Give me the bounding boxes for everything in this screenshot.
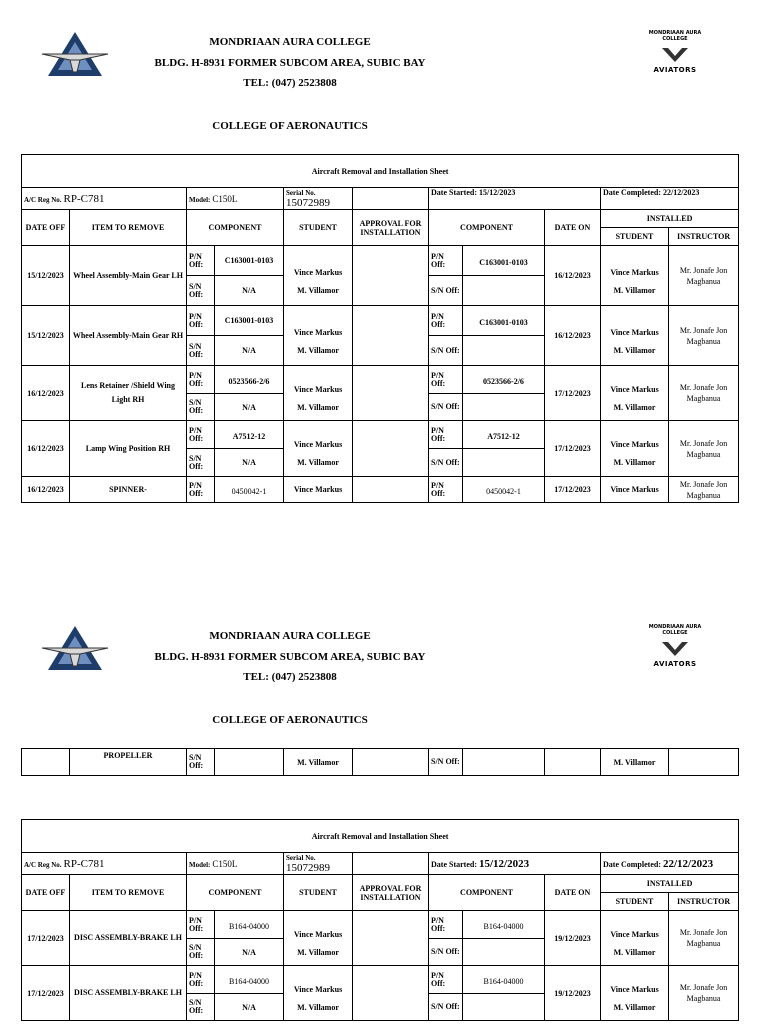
aviators-logo: MONDRIAAN AURA COLLEGE AVIATORS <box>648 30 702 74</box>
col-item: ITEM TO REMOVE <box>70 210 187 246</box>
sheet-title: Aircraft Removal and Installation Sheet <box>22 820 739 853</box>
col-component: COMPONENT <box>187 875 284 911</box>
col-installed-instructor: INSTRUCTOR <box>669 228 739 246</box>
table-row: 16/12/2023 Lamp Wing Position RH P/N Off: A7512-12 Vince Markus M. Villamor P/N Off: A7512-12 17/12/2023 Vince Markus M. Villamor Mr. Jonafe Jon Magbanua <box>22 421 739 449</box>
date-completed-cell: Date Completed: 22/12/2023 <box>601 188 739 210</box>
aviators-logo: MONDRIAAN AURA COLLEGE AVIATORS <box>648 624 702 668</box>
continuation-row: PROPELLER S/N Off: M. Villamor S/N Off: M. Villamor <box>21 748 739 776</box>
removal-sheet-2: Aircraft Removal and Installation Sheet A/C Reg No. RP-C781 Model: C150L Serial No. 15072989 Date Started: 15/12/2023 Date Completed: 22/12/2023 DATE OFF ITEM TO REMOVE COMPONENT STUDENT APPROVAL FOR INSTALLATION COMPONENT DATE ON INSTALLED STUDENT INSTRUCTOR 17/12/2023 DISC ASSEMBLY-BRAKE LH P/N Off: B164-04000 Vince Markus M. Villamor P/N Off: B164-04000 19/12/2023 Vince Markus M. Villamor Mr. Jonafe Jon Magbanua S/N Off: N/A S/N Off: 17/12/2023 DISC ASSEMBLY-BRAKE LH P/N Off: B164-04000 Vince Markus M. Villamor P/N Off: B164-04000 19/12/2023 Vince Markus M. Villamor Mr. Jonafe Jon Magbanua S/N Off: N/A S/N Off: <box>21 819 739 1021</box>
reg-no-cell: A/C Reg No. RP-C781 <box>22 188 187 210</box>
serial-cell: Serial No. 15072989 <box>284 188 353 210</box>
date-started-cell: Date Started: 15/12/2023 <box>429 853 601 875</box>
college-address: BLDG. H-8931 FORMER SUBCOM AREA, SUBIC BAY <box>154 57 426 69</box>
table-row: 16/12/2023 Lens Retainer /Shield Wing Light RH P/N Off: 0523566-2/6 Vince Markus M. Villamor P/N Off: 0523566-2/6 17/12/2023 Vince Markus M. Villamor Mr. Jonafe Jon Magbanua <box>22 366 739 394</box>
college-tel: TEL: (047) 2523808 <box>243 77 337 89</box>
sheet-title: Aircraft Removal and Installation Sheet <box>22 155 739 188</box>
page-header-2 <box>0 624 768 754</box>
date-started-cell: Date Started: 15/12/2023 <box>429 188 601 210</box>
col-installed: INSTALLED <box>601 210 739 228</box>
table-row: 15/12/2023 Wheel Assembly-Main Gear LH P/N Off: C163001-0103 Vince Markus M. Villamor P/N Off: C163001-0103 16/12/2023 Vince Markus M. Villamor Mr. Jonafe Jon Magbanua <box>22 246 739 276</box>
col-installed-student: STUDENT <box>601 893 669 911</box>
col-date-on: DATE ON <box>545 875 601 911</box>
col-approval: APPROVAL FOR INSTALLATION <box>353 210 429 246</box>
col-component-2: COMPONENT <box>429 210 545 246</box>
page-header-1 <box>0 30 768 160</box>
college-logo-left <box>40 30 110 80</box>
col-installed: INSTALLED <box>601 875 739 893</box>
college-tel: TEL: (047) 2523808 <box>243 671 337 683</box>
col-student: STUDENT <box>284 210 353 246</box>
table-row: 15/12/2023 Wheel Assembly-Main Gear RH P/N Off: C163001-0103 Vince Markus M. Villamor P/N Off: C163001-0103 16/12/2023 Vince Markus M. Villamor Mr. Jonafe Jon Magbanua <box>22 306 739 336</box>
model-cell: Model: C150L <box>187 853 284 875</box>
date-completed-cell: Date Completed: 22/12/2023 <box>601 853 739 875</box>
table-row: 17/12/2023 DISC ASSEMBLY-BRAKE LH P/N Off: B164-04000 Vince Markus M. Villamor P/N Off: B164-04000 19/12/2023 Vince Markus M. Villamor Mr. Jonafe Jon Magbanua <box>22 911 739 939</box>
col-date-off: DATE OFF <box>22 210 70 246</box>
col-item: ITEM TO REMOVE <box>70 875 187 911</box>
col-installed-instructor: INSTRUCTOR <box>669 893 739 911</box>
col-date-on: DATE ON <box>545 210 601 246</box>
reg-no-cell: A/C Reg No. RP-C781 <box>22 853 187 875</box>
col-component: COMPONENT <box>187 210 284 246</box>
table-row: 17/12/2023 DISC ASSEMBLY-BRAKE LH P/N Off: B164-04000 Vince Markus M. Villamor P/N Off: B164-04000 19/12/2023 Vince Markus M. Villamor Mr. Jonafe Jon Magbanua <box>22 966 739 994</box>
college-logo-left <box>40 624 110 674</box>
college-department: COLLEGE OF AERONAUTICS <box>212 714 368 726</box>
col-installed-student: STUDENT <box>601 228 669 246</box>
col-date-off: DATE OFF <box>22 875 70 911</box>
college-name: MONDRIAAN AURA COLLEGE <box>209 630 371 642</box>
model-cell: Model: C150L <box>187 188 284 210</box>
removal-sheet-1: Aircraft Removal and Installation Sheet A/C Reg No. RP-C781 Model: C150L Serial No. 15072989 Date Started: 15/12/2023 Date Completed: 22/12/2023 DATE OFF ITEM TO REMOVE COMPONENT STUDENT APPROVAL FOR INSTALLATION COMPONENT DATE ON INSTALLED STUDENT INSTRUCTOR 15/12/2023 Wheel Assembly-Main Gear LH P/N Off: C163001-0103 Vince Markus M. Villamor P/N Off: C163001-0103 16/12/2023 Vince Markus M. Villamor Mr. Jonafe Jon Magbanua S/N Off: N/A S/N Off: 15/12/2023 Wheel Assembly-Main Gear RH P/N Off: C163001-0103 Vince Markus M. Villamor P/N Off: C163001-0103 16/12/2023 Vince Markus M. Villamor Mr. Jonafe Jon Magbanua S/N Off: N/A S/N Off: 16/12/2023 Lens Retainer /Shield Wing Light RH P/N Off: 0523566-2/6 Vince Markus M. Villamor P/N Off: 0523566-2/6 17/12/2023 Vince Markus M. Villamor Mr. Jonafe Jon Magbanua S/N Off: N/A S/N Off: 16/12/2023 Lamp Wing Position RH P/N Off: A7512-12 Vince Markus M. Villamor P/N Off: A7512-12 17/12/2023 Vince Markus M. Villamor Mr. Jonafe Jon Magbanua S/N Off: N/A S/N Off: 16/12/2023 SPINNER- P/N Off: 0450042-1 Vince Markus P/N Off: 0450042-1 17/12/2023 Vince Markus Mr. Jonafe Jon Magbanua <box>21 154 739 503</box>
col-component-2: COMPONENT <box>429 875 545 911</box>
serial-cell: Serial No. 15072989 <box>284 853 353 875</box>
col-approval: APPROVAL FOR INSTALLATION <box>353 875 429 911</box>
college-department: COLLEGE OF AERONAUTICS <box>212 120 368 132</box>
college-name: MONDRIAAN AURA COLLEGE <box>209 36 371 48</box>
college-address: BLDG. H-8931 FORMER SUBCOM AREA, SUBIC BAY <box>154 651 426 663</box>
col-student: STUDENT <box>284 875 353 911</box>
table-row: 16/12/2023 SPINNER- P/N Off: 0450042-1 Vince Markus P/N Off: 0450042-1 17/12/2023 Vince Markus Mr. Jonafe Jon Magbanua <box>22 477 739 503</box>
